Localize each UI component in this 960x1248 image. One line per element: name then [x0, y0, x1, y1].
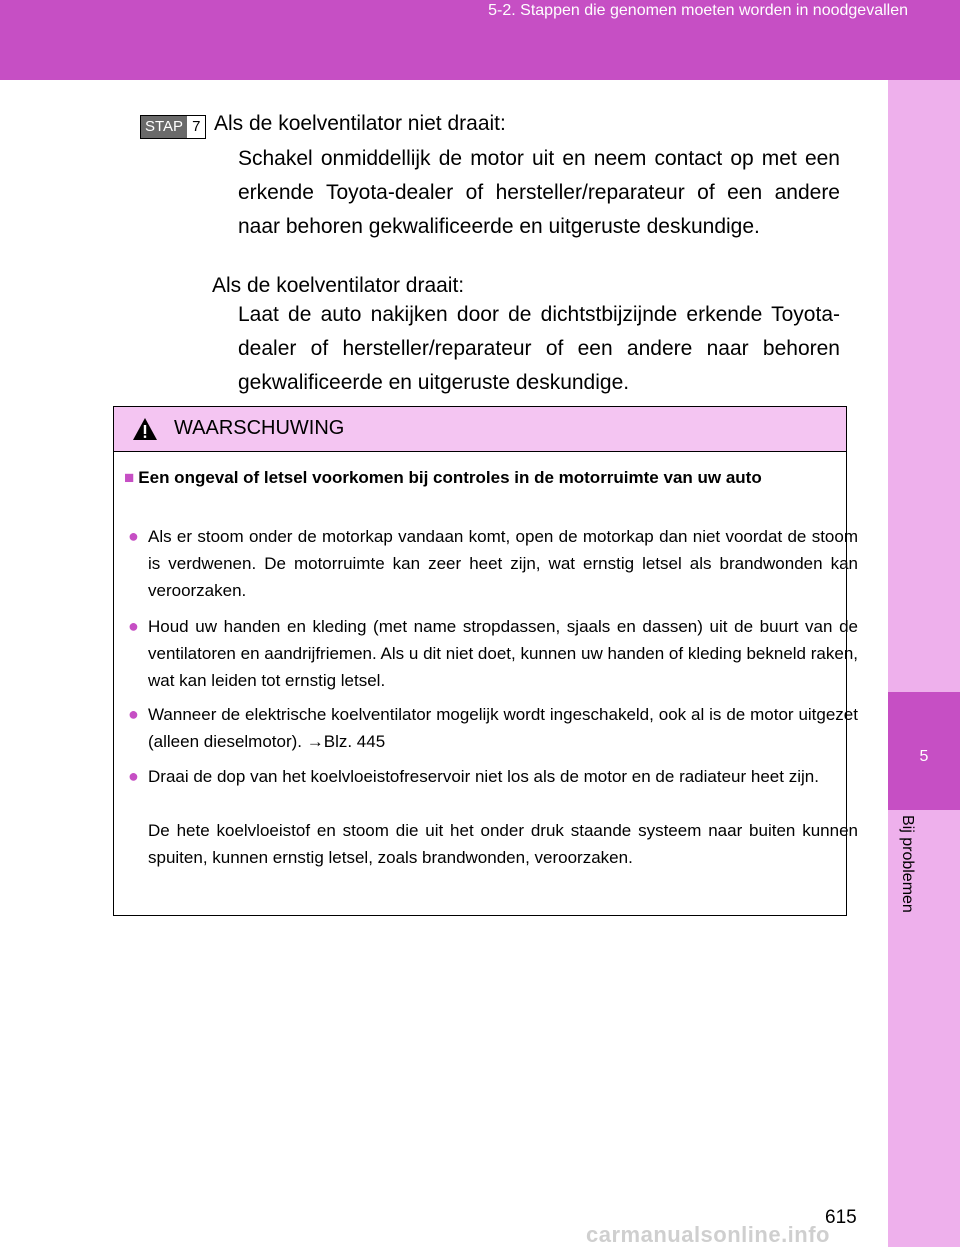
warning-box: [113, 406, 858, 916]
step-badge-label: STAP: [141, 116, 187, 138]
case1-text: Schakel onmiddellijk de motor uit en neem contact op met een erkende Toyota-dealer of hersteller/reparateur of een andere naar behoren gekwalificeerde en uitgeruste deskundige.: [238, 147, 840, 238]
warning-triangle-icon: [132, 417, 158, 441]
bullet-dot-icon: ●: [128, 526, 139, 546]
page-number: 615: [825, 1207, 857, 1228]
bullet-dot-icon: ●: [128, 616, 139, 636]
chapter-label: Bij problemen: [899, 815, 916, 913]
warning-bullet-continuation: [128, 817, 858, 871]
chapter-number: 5: [919, 748, 929, 765]
warning-bullet: [128, 613, 858, 694]
warning-bullet-text: Houd uw handen en kleding (met name stropdassen, sjaals en dassen) uit de buurt van de ventilatoren en aandrijfriemen. Als u dit niet doet, kunnen uw handen of kleding bekneld raken, wat kan leiden tot ernstig letsel.: [148, 617, 858, 690]
warning-bullet: [128, 523, 858, 604]
warning-bullet-text: Wanneer de elektrische koelventilator mogelijk wordt ingeschakeld, ook al is de motor uitgezet (alleen dieselmotor). →Blz. 445: [148, 705, 858, 751]
warning-subheading: [124, 465, 824, 491]
chapter-tab: [888, 80, 960, 1247]
watermark: carmanualsonline.info: [586, 1222, 830, 1247]
warning-bullet: [128, 763, 858, 790]
case2-text: Laat de auto nakijken door de dichtstbijzijnde erkende Toyota-dealer of hersteller/reparateur of een andere naar behoren gekwalificeerde en uitgeruste deskundige.: [238, 303, 840, 394]
section-title: 5-2. Stappen die genomen moeten worden in noodgevallen: [488, 2, 908, 19]
warning-bullet-text: Draai de dop van het koelvloeistofreservoir niet los als de motor en de radiateur heet zijn.: [148, 767, 819, 786]
warning-subheading-text: Een ongeval of letsel voorkomen bij controles in de motorruimte van uw auto: [138, 468, 762, 487]
bullet-dot-icon: ●: [128, 704, 139, 724]
step-badge: [140, 115, 206, 139]
warning-header: [114, 407, 846, 452]
case1-title: Als de koelventilator niet draait:: [214, 112, 506, 135]
square-bullet-icon: ■: [124, 468, 135, 487]
bullet-dot-icon: ●: [128, 766, 139, 786]
warning-bullet-text: Als er stoom onder de motorkap vandaan komt, open de motorkap dan niet voordat de stoom is verdwenen. De motorruimte kan zeer heet zijn, wat ernstig letsel als brandwonden kan veroorzaken.: [148, 527, 858, 600]
warning-bullet: [128, 701, 858, 755]
warning-title: WAARSCHUWING: [174, 417, 345, 439]
warning-bullet-text: De hete koelvloeistof en stoom die uit het onder druk staande systeem naar buiten kunnen spuiten, kunnen ernstig letsel, zoals brandwonden, veroorzaken.: [148, 821, 858, 867]
step-badge-number: 7: [187, 116, 205, 138]
case2-title: Als de koelventilator draait:: [212, 274, 465, 297]
